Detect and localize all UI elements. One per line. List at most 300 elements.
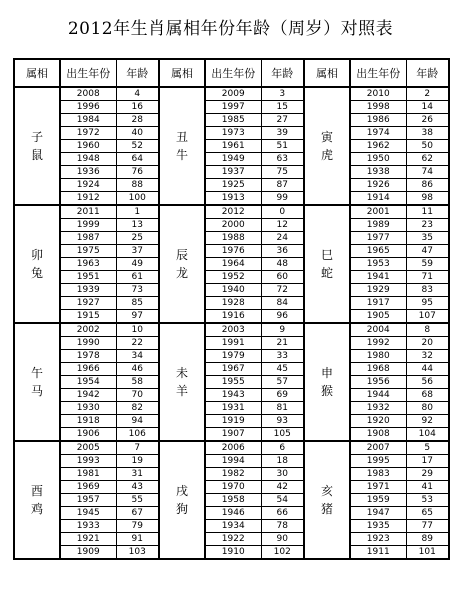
birth-year-cell: 1992 xyxy=(350,337,406,350)
table-row xyxy=(14,310,449,324)
column-header-birth-year: 出生年份 xyxy=(350,59,406,87)
zodiac-animal-char: 申 xyxy=(320,366,333,380)
birth-year-cell: 2002 xyxy=(60,323,116,337)
table-row xyxy=(14,481,449,494)
zodiac-animal-cell xyxy=(304,323,350,441)
table-row xyxy=(14,258,449,271)
birth-year-cell: 1920 xyxy=(350,415,406,428)
table-row xyxy=(14,520,449,533)
age-cell: 4 xyxy=(116,87,159,101)
table-row xyxy=(14,468,449,481)
age-cell: 43 xyxy=(116,481,159,494)
age-cell: 49 xyxy=(116,258,159,271)
age-cell: 74 xyxy=(406,166,449,179)
birth-year-cell: 1937 xyxy=(205,166,261,179)
age-cell: 36 xyxy=(261,245,304,258)
zodiac-animal-char: 虎 xyxy=(320,148,333,162)
birth-year-cell: 1938 xyxy=(350,166,406,179)
birth-year-cell: 1981 xyxy=(60,468,116,481)
birth-year-cell: 1987 xyxy=(60,232,116,245)
birth-year-cell: 1918 xyxy=(60,415,116,428)
zodiac-animal-char: 巳 xyxy=(320,248,333,262)
table-row xyxy=(14,284,449,297)
birth-year-cell: 2003 xyxy=(205,323,261,337)
birth-year-cell: 1947 xyxy=(350,507,406,520)
age-cell: 96 xyxy=(261,310,304,324)
birth-year-cell: 1942 xyxy=(60,389,116,402)
birth-year-cell: 1933 xyxy=(60,520,116,533)
birth-year-cell: 1961 xyxy=(205,140,261,153)
birth-year-cell: 1955 xyxy=(205,376,261,389)
age-cell: 66 xyxy=(261,507,304,520)
age-cell: 83 xyxy=(406,284,449,297)
zodiac-animal-char: 午 xyxy=(30,366,43,380)
age-cell: 57 xyxy=(261,376,304,389)
zodiac-animal-char: 卯 xyxy=(30,248,43,262)
column-header-birth-year: 出生年份 xyxy=(205,59,261,87)
age-cell: 41 xyxy=(406,481,449,494)
birth-year-cell: 1967 xyxy=(205,363,261,376)
birth-year-cell: 1970 xyxy=(205,481,261,494)
column-header-animal: 属相 xyxy=(304,59,350,87)
birth-year-cell: 1951 xyxy=(60,271,116,284)
table-row xyxy=(14,428,449,442)
birth-year-cell: 1925 xyxy=(205,179,261,192)
age-cell: 70 xyxy=(116,389,159,402)
birth-year-cell: 1977 xyxy=(350,232,406,245)
age-cell: 14 xyxy=(406,101,449,114)
birth-year-cell: 2011 xyxy=(60,205,116,219)
age-cell: 91 xyxy=(116,533,159,546)
age-cell: 25 xyxy=(116,232,159,245)
birth-year-cell: 1927 xyxy=(60,297,116,310)
column-header-animal: 属相 xyxy=(14,59,60,87)
birth-year-cell: 1963 xyxy=(60,258,116,271)
zodiac-animal-char: 兔 xyxy=(30,266,43,280)
birth-year-cell: 1928 xyxy=(205,297,261,310)
birth-year-cell: 1953 xyxy=(350,258,406,271)
table-row xyxy=(14,166,449,179)
age-cell: 92 xyxy=(406,415,449,428)
age-cell: 84 xyxy=(261,297,304,310)
birth-year-cell: 1990 xyxy=(60,337,116,350)
zodiac-animal-cell xyxy=(304,87,350,205)
age-cell: 35 xyxy=(406,232,449,245)
birth-year-cell: 1916 xyxy=(205,310,261,324)
birth-year-cell: 1936 xyxy=(60,166,116,179)
birth-year-cell: 1954 xyxy=(60,376,116,389)
zodiac-animal-cell xyxy=(159,323,205,441)
table-header-row xyxy=(14,59,449,87)
table-row xyxy=(14,455,449,468)
table-row xyxy=(14,140,449,153)
age-cell: 61 xyxy=(116,271,159,284)
age-cell: 16 xyxy=(116,101,159,114)
birth-year-cell: 1991 xyxy=(205,337,261,350)
table-row xyxy=(14,376,449,389)
table-row xyxy=(14,205,449,219)
zodiac-animal-cell xyxy=(159,87,205,205)
birth-year-cell: 1968 xyxy=(350,363,406,376)
age-cell: 29 xyxy=(406,468,449,481)
birth-year-cell: 1909 xyxy=(60,546,116,560)
age-cell: 19 xyxy=(116,455,159,468)
table-row xyxy=(14,363,449,376)
birth-year-cell: 1964 xyxy=(205,258,261,271)
table-row xyxy=(14,271,449,284)
birth-year-cell: 1931 xyxy=(205,402,261,415)
birth-year-cell: 1952 xyxy=(205,271,261,284)
age-cell: 5 xyxy=(406,441,449,455)
age-cell: 82 xyxy=(116,402,159,415)
age-cell: 103 xyxy=(116,546,159,560)
birth-year-cell: 2012 xyxy=(205,205,261,219)
zodiac-animal-char: 马 xyxy=(30,384,43,398)
birth-year-cell: 2004 xyxy=(350,323,406,337)
zodiac-animal-char: 丑 xyxy=(175,130,188,144)
age-cell: 15 xyxy=(261,101,304,114)
age-cell: 58 xyxy=(116,376,159,389)
birth-year-cell: 1943 xyxy=(205,389,261,402)
birth-year-cell: 1969 xyxy=(60,481,116,494)
age-cell: 11 xyxy=(406,205,449,219)
age-cell: 46 xyxy=(116,363,159,376)
zodiac-animal-char: 酉 xyxy=(30,484,43,498)
age-cell: 85 xyxy=(116,297,159,310)
birth-year-cell: 1965 xyxy=(350,245,406,258)
birth-year-cell: 1999 xyxy=(60,219,116,232)
age-cell: 53 xyxy=(406,494,449,507)
age-cell: 71 xyxy=(406,271,449,284)
birth-year-cell: 1907 xyxy=(205,428,261,442)
birth-year-cell: 1926 xyxy=(350,179,406,192)
table-row xyxy=(14,415,449,428)
zodiac-animal-cell xyxy=(14,205,60,323)
table-row xyxy=(14,179,449,192)
birth-year-cell: 1985 xyxy=(205,114,261,127)
table-row xyxy=(14,297,449,310)
age-cell: 76 xyxy=(116,166,159,179)
birth-year-cell: 2008 xyxy=(60,87,116,101)
birth-year-cell: 1997 xyxy=(205,101,261,114)
age-cell: 27 xyxy=(261,114,304,127)
age-cell: 26 xyxy=(406,114,449,127)
age-cell: 52 xyxy=(116,140,159,153)
age-cell: 48 xyxy=(261,258,304,271)
zodiac-animal-char: 子 xyxy=(30,130,43,144)
birth-year-cell: 1908 xyxy=(350,428,406,442)
zodiac-animal-char: 寅 xyxy=(320,130,333,144)
zodiac-animal-char: 狗 xyxy=(175,502,188,516)
birth-year-cell: 1986 xyxy=(350,114,406,127)
age-cell: 6 xyxy=(261,441,304,455)
age-cell: 77 xyxy=(406,520,449,533)
birth-year-cell: 2010 xyxy=(350,87,406,101)
age-cell: 72 xyxy=(261,284,304,297)
age-cell: 69 xyxy=(261,389,304,402)
zodiac-animal-char: 牛 xyxy=(175,148,188,162)
birth-year-cell: 1950 xyxy=(350,153,406,166)
age-cell: 54 xyxy=(261,494,304,507)
birth-year-cell: 1948 xyxy=(60,153,116,166)
birth-year-cell: 1956 xyxy=(350,376,406,389)
age-cell: 24 xyxy=(261,232,304,245)
table-row xyxy=(14,546,449,560)
birth-year-cell: 1962 xyxy=(350,140,406,153)
age-cell: 30 xyxy=(261,468,304,481)
zodiac-animal-cell xyxy=(14,87,60,205)
table-row xyxy=(14,533,449,546)
column-header-age: 年龄 xyxy=(116,59,159,87)
birth-year-cell: 2001 xyxy=(350,205,406,219)
zodiac-animal-cell xyxy=(304,441,350,559)
birth-year-cell: 1989 xyxy=(350,219,406,232)
age-cell: 98 xyxy=(406,192,449,206)
birth-year-cell: 1914 xyxy=(350,192,406,206)
age-cell: 31 xyxy=(116,468,159,481)
birth-year-cell: 1923 xyxy=(350,533,406,546)
birth-year-cell: 1946 xyxy=(205,507,261,520)
age-cell: 9 xyxy=(261,323,304,337)
table-row xyxy=(14,101,449,114)
age-cell: 81 xyxy=(261,402,304,415)
birth-year-cell: 1972 xyxy=(60,127,116,140)
age-cell: 88 xyxy=(116,179,159,192)
age-cell: 86 xyxy=(406,179,449,192)
age-cell: 89 xyxy=(406,533,449,546)
birth-year-cell: 1906 xyxy=(60,428,116,442)
birth-year-cell: 1915 xyxy=(60,310,116,324)
birth-year-cell: 1912 xyxy=(60,192,116,206)
age-cell: 68 xyxy=(406,389,449,402)
birth-year-cell: 1966 xyxy=(60,363,116,376)
age-cell: 105 xyxy=(261,428,304,442)
age-cell: 32 xyxy=(406,350,449,363)
age-cell: 10 xyxy=(116,323,159,337)
table-body xyxy=(14,87,449,559)
age-cell: 23 xyxy=(406,219,449,232)
table-row xyxy=(14,127,449,140)
birth-year-cell: 2005 xyxy=(60,441,116,455)
table-row xyxy=(14,507,449,520)
birth-year-cell: 1976 xyxy=(205,245,261,258)
age-cell: 42 xyxy=(261,481,304,494)
age-cell: 78 xyxy=(261,520,304,533)
zodiac-animal-char: 蛇 xyxy=(320,266,333,280)
age-cell: 47 xyxy=(406,245,449,258)
age-cell: 87 xyxy=(261,179,304,192)
birth-year-cell: 1984 xyxy=(60,114,116,127)
birth-year-cell: 1988 xyxy=(205,232,261,245)
zodiac-animal-char: 猴 xyxy=(320,384,333,398)
table-row xyxy=(14,441,449,455)
birth-year-cell: 1940 xyxy=(205,284,261,297)
age-cell: 97 xyxy=(116,310,159,324)
age-cell: 75 xyxy=(261,166,304,179)
birth-year-cell: 1939 xyxy=(60,284,116,297)
age-cell: 45 xyxy=(261,363,304,376)
zodiac-animal-char: 辰 xyxy=(175,248,188,262)
age-cell: 34 xyxy=(116,350,159,363)
birth-year-cell: 1944 xyxy=(350,389,406,402)
birth-year-cell: 2009 xyxy=(205,87,261,101)
age-cell: 28 xyxy=(116,114,159,127)
birth-year-cell: 1911 xyxy=(350,546,406,560)
age-cell: 2 xyxy=(406,87,449,101)
age-cell: 56 xyxy=(406,376,449,389)
birth-year-cell: 1941 xyxy=(350,271,406,284)
age-cell: 80 xyxy=(406,402,449,415)
table-row xyxy=(14,402,449,415)
table-row xyxy=(14,337,449,350)
age-cell: 63 xyxy=(261,153,304,166)
zodiac-animal-char: 龙 xyxy=(175,266,188,280)
zodiac-animal-cell xyxy=(304,205,350,323)
age-cell: 40 xyxy=(116,127,159,140)
age-cell: 94 xyxy=(116,415,159,428)
birth-year-cell: 1921 xyxy=(60,533,116,546)
birth-year-cell: 1975 xyxy=(60,245,116,258)
age-cell: 18 xyxy=(261,455,304,468)
birth-year-cell: 1945 xyxy=(60,507,116,520)
age-cell: 101 xyxy=(406,546,449,560)
age-cell: 3 xyxy=(261,87,304,101)
age-cell: 44 xyxy=(406,363,449,376)
table-row xyxy=(14,323,449,337)
table-row xyxy=(14,219,449,232)
age-cell: 51 xyxy=(261,140,304,153)
age-cell: 1 xyxy=(116,205,159,219)
birth-year-cell: 1917 xyxy=(350,297,406,310)
birth-year-cell: 1993 xyxy=(60,455,116,468)
age-cell: 102 xyxy=(261,546,304,560)
birth-year-cell: 1922 xyxy=(205,533,261,546)
column-header-age: 年龄 xyxy=(261,59,304,87)
zodiac-animal-cell xyxy=(159,205,205,323)
age-cell: 20 xyxy=(406,337,449,350)
age-cell: 107 xyxy=(406,310,449,324)
age-cell: 8 xyxy=(406,323,449,337)
birth-year-cell: 1960 xyxy=(60,140,116,153)
birth-year-cell: 1995 xyxy=(350,455,406,468)
birth-year-cell: 2007 xyxy=(350,441,406,455)
birth-year-cell: 1934 xyxy=(205,520,261,533)
age-cell: 106 xyxy=(116,428,159,442)
birth-year-cell: 1958 xyxy=(205,494,261,507)
birth-year-cell: 1910 xyxy=(205,546,261,560)
zodiac-animal-char: 鸡 xyxy=(30,502,43,516)
birth-year-cell: 1983 xyxy=(350,468,406,481)
age-cell: 64 xyxy=(116,153,159,166)
age-cell: 39 xyxy=(261,127,304,140)
zodiac-animal-char: 未 xyxy=(175,366,188,380)
zodiac-animal-char: 鼠 xyxy=(30,148,43,162)
age-cell: 37 xyxy=(116,245,159,258)
birth-year-cell: 1974 xyxy=(350,127,406,140)
birth-year-cell: 2006 xyxy=(205,441,261,455)
table-row xyxy=(14,350,449,363)
zodiac-animal-char: 猪 xyxy=(320,502,333,516)
age-cell: 90 xyxy=(261,533,304,546)
age-cell: 62 xyxy=(406,153,449,166)
age-cell: 95 xyxy=(406,297,449,310)
age-cell: 73 xyxy=(116,284,159,297)
column-header-age: 年龄 xyxy=(406,59,449,87)
table-row xyxy=(14,153,449,166)
birth-year-cell: 1957 xyxy=(60,494,116,507)
age-cell: 67 xyxy=(116,507,159,520)
page-title: 2012年生肖属相年份年龄（周岁）对照表 xyxy=(67,19,394,39)
birth-year-cell: 1930 xyxy=(60,402,116,415)
zodiac-animal-cell xyxy=(14,441,60,559)
age-cell: 22 xyxy=(116,337,159,350)
age-cell: 17 xyxy=(406,455,449,468)
zodiac-age-table xyxy=(13,58,450,560)
age-cell: 60 xyxy=(261,271,304,284)
table-row xyxy=(14,245,449,258)
birth-year-cell: 1919 xyxy=(205,415,261,428)
birth-year-cell: 1932 xyxy=(350,402,406,415)
birth-year-cell: 1971 xyxy=(350,481,406,494)
birth-year-cell: 1980 xyxy=(350,350,406,363)
age-cell: 59 xyxy=(406,258,449,271)
age-cell: 38 xyxy=(406,127,449,140)
age-cell: 99 xyxy=(261,192,304,206)
birth-year-cell: 1929 xyxy=(350,284,406,297)
zodiac-animal-char: 亥 xyxy=(320,484,333,498)
zodiac-animal-char: 戌 xyxy=(175,484,188,498)
birth-year-cell: 1978 xyxy=(60,350,116,363)
column-header-animal: 属相 xyxy=(159,59,205,87)
age-cell: 104 xyxy=(406,428,449,442)
column-header-birth-year: 出生年份 xyxy=(60,59,116,87)
age-cell: 55 xyxy=(116,494,159,507)
birth-year-cell: 2000 xyxy=(205,219,261,232)
table-row xyxy=(14,389,449,402)
age-cell: 93 xyxy=(261,415,304,428)
age-cell: 21 xyxy=(261,337,304,350)
age-cell: 100 xyxy=(116,192,159,206)
birth-year-cell: 1973 xyxy=(205,127,261,140)
birth-year-cell: 1998 xyxy=(350,101,406,114)
age-cell: 50 xyxy=(406,140,449,153)
table-row xyxy=(14,114,449,127)
table-row xyxy=(14,87,449,101)
age-cell: 33 xyxy=(261,350,304,363)
age-cell: 0 xyxy=(261,205,304,219)
age-cell: 79 xyxy=(116,520,159,533)
age-cell: 7 xyxy=(116,441,159,455)
birth-year-cell: 1979 xyxy=(205,350,261,363)
zodiac-animal-cell xyxy=(159,441,205,559)
birth-year-cell: 1924 xyxy=(60,179,116,192)
table-row xyxy=(14,192,449,206)
birth-year-cell: 1913 xyxy=(205,192,261,206)
age-cell: 13 xyxy=(116,219,159,232)
birth-year-cell: 1959 xyxy=(350,494,406,507)
birth-year-cell: 1994 xyxy=(205,455,261,468)
age-cell: 65 xyxy=(406,507,449,520)
birth-year-cell: 1949 xyxy=(205,153,261,166)
table-row xyxy=(14,494,449,507)
zodiac-animal-char: 羊 xyxy=(175,384,188,398)
birth-year-cell: 1905 xyxy=(350,310,406,324)
birth-year-cell: 1982 xyxy=(205,468,261,481)
zodiac-animal-cell xyxy=(14,323,60,441)
birth-year-cell: 1996 xyxy=(60,101,116,114)
birth-year-cell: 1935 xyxy=(350,520,406,533)
table-row xyxy=(14,232,449,245)
